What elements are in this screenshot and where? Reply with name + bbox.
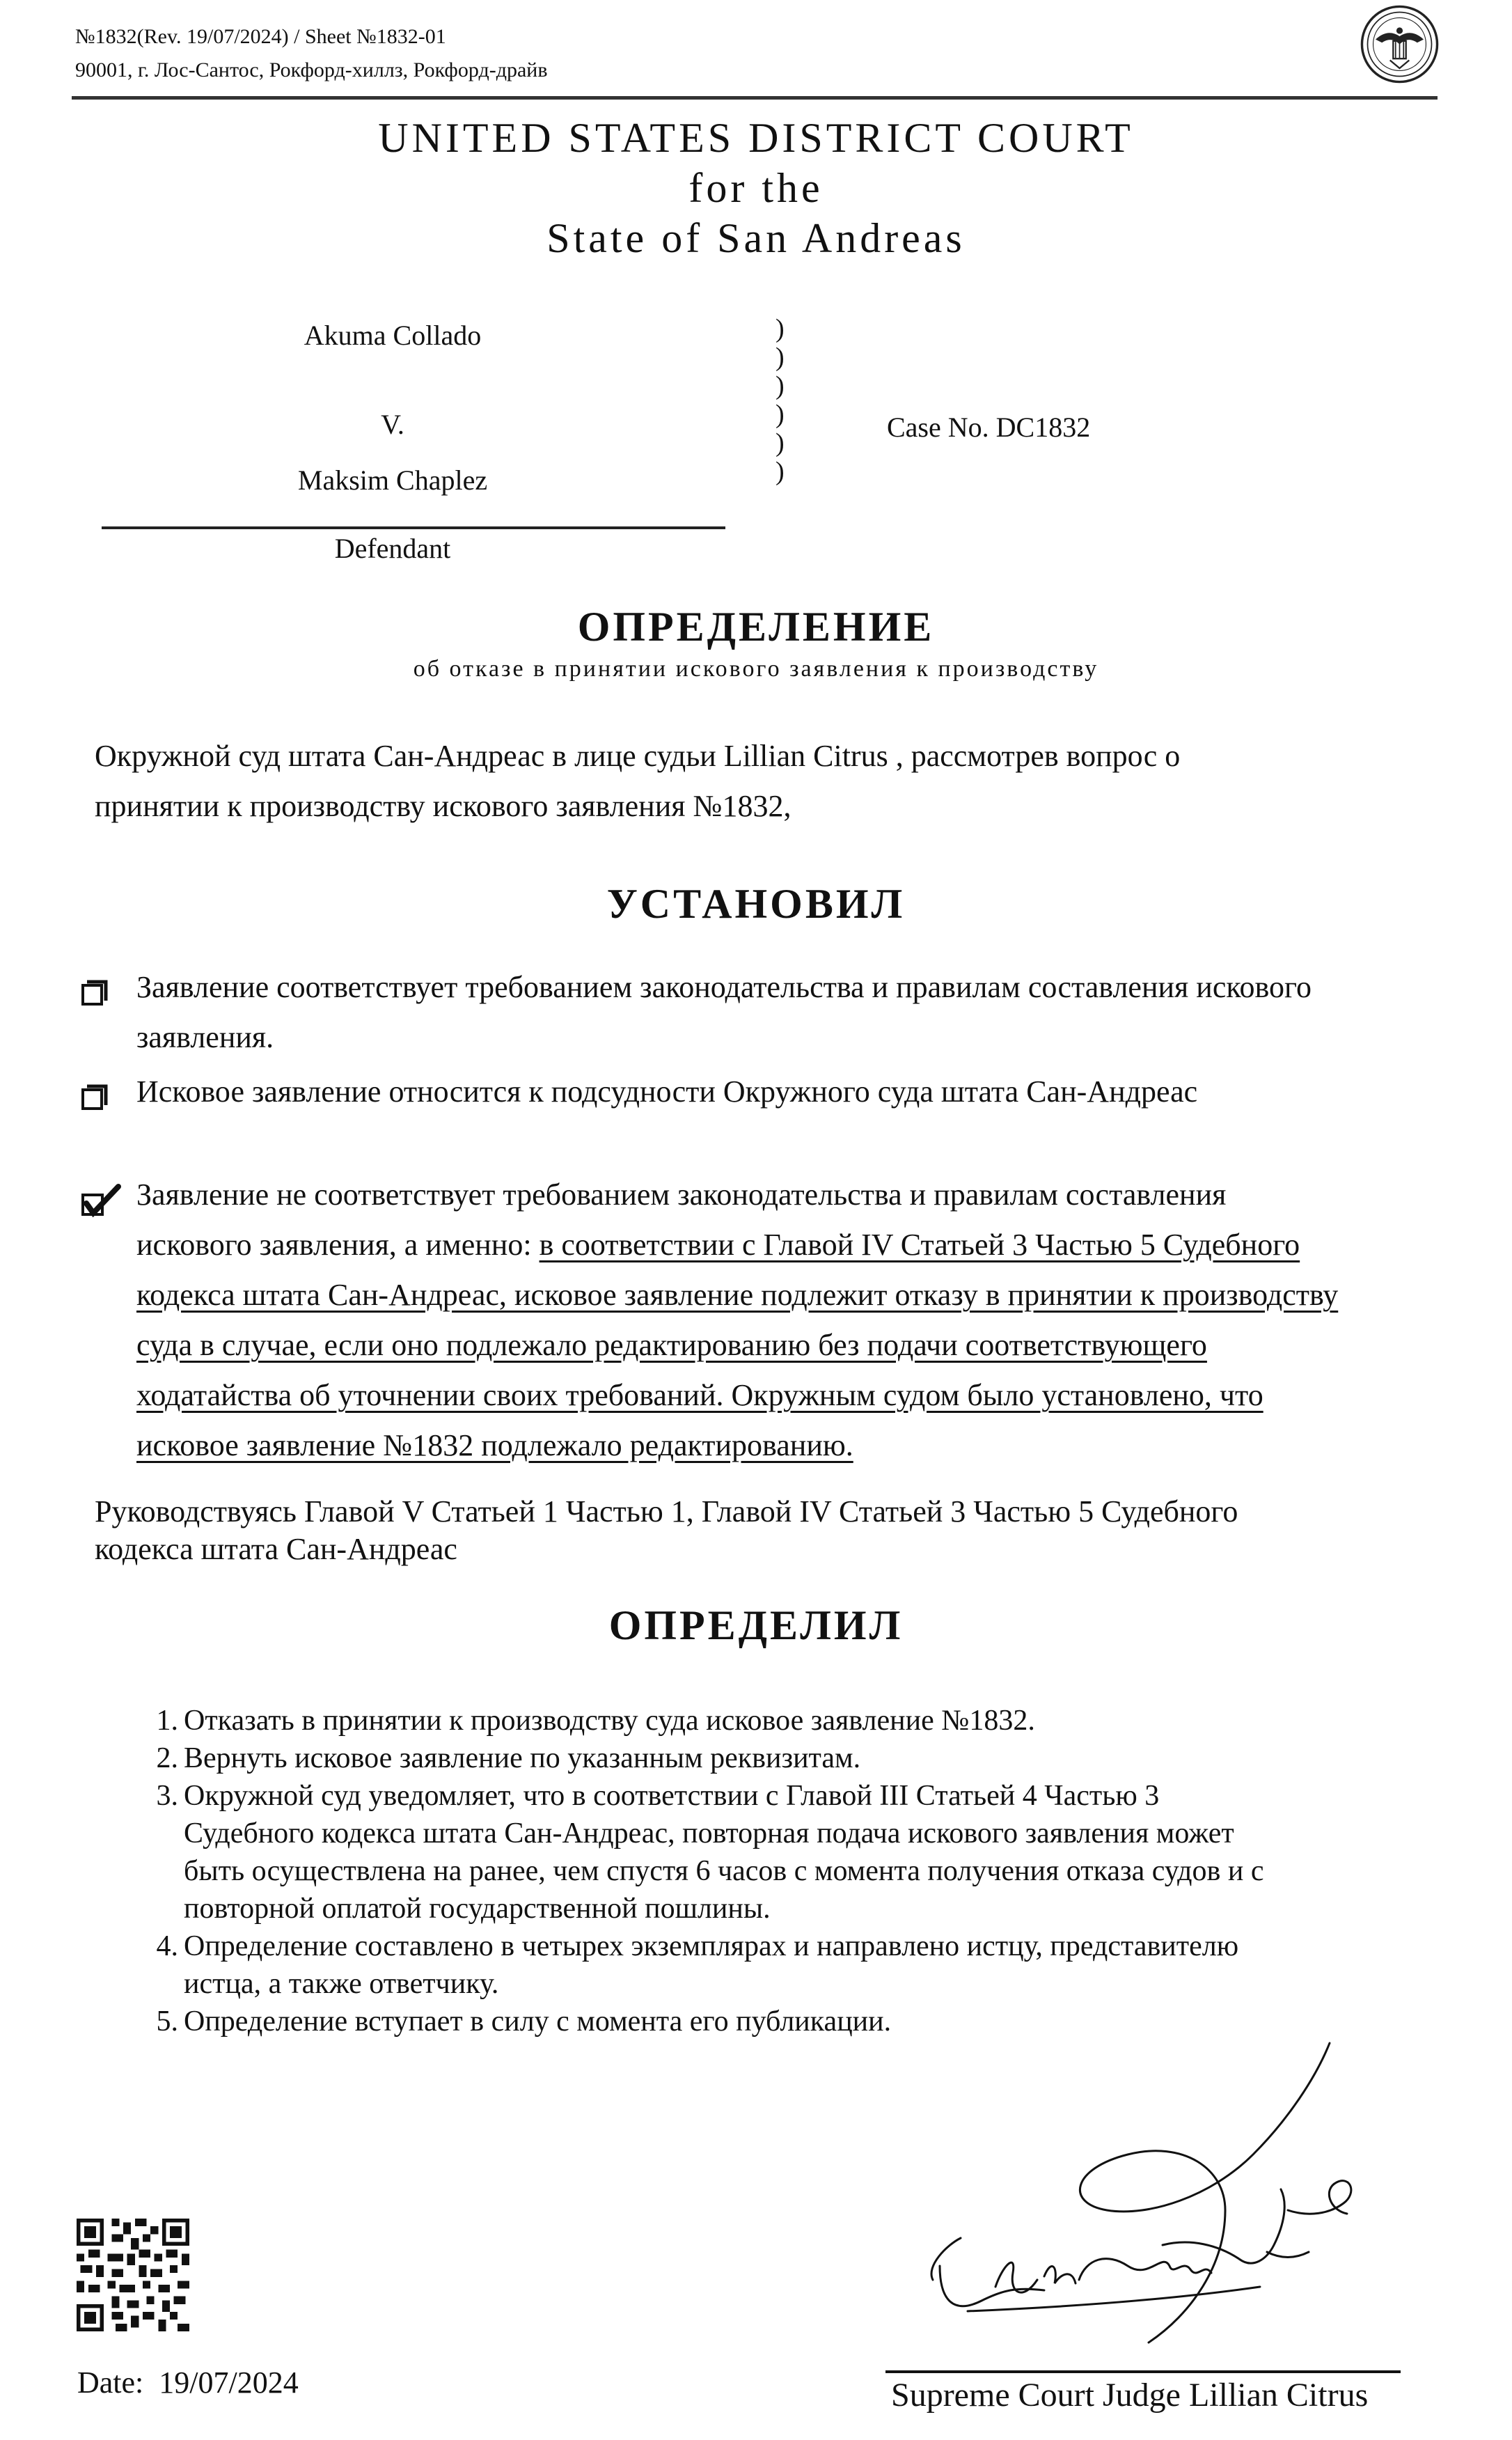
caption-parentheses: ) ) ) ) ) ) [775, 314, 785, 486]
grounds-text: в соответствии с Главой IV Статьей 3 Частью 5 Судебного [539, 1228, 1300, 1262]
document-subtitle: об отказе в принятии искового заявления к производству [413, 656, 1099, 682]
checkbox-unchecked-icon [81, 1084, 109, 1111]
court-seal-icon [1360, 4, 1440, 84]
court-state: State of San Andreas [546, 215, 966, 261]
established-heading: УСТАНОВИЛ [606, 881, 906, 927]
decided-heading: ОПРЕДЕЛИЛ [608, 1602, 904, 1648]
qr-code-icon [77, 2219, 189, 2331]
header-divider [72, 96, 1438, 100]
defendant-name: Maksim Chaplez [297, 464, 488, 496]
handwritten-signature [898, 2036, 1399, 2363]
document-reference: №1832(Rev. 19/07/2024) / Sheet №1832-01 [75, 25, 446, 48]
list-item: 3. Окружной суд уведомляет, что в соответствии с Главой III Статьей 4 Частью 3 Судебного кодекса штата Сан-Андреас, повторная подача искового заявления может быть осуществлена на ранее, чем спустя 6 часов с момента получения отказа судов и с повторной оплатой государственной пошлины. [156, 1780, 1264, 1925]
court-address: 90001, г. Лос-Сантос, Рокфорд-хиллз, Рокфорд-драйв [75, 58, 548, 81]
established-item-1: Заявление соответствует требованием законодательства и правилам составления искового заявления. [136, 970, 1312, 1054]
document-title: ОПРЕДЕЛЕНИЕ [577, 604, 935, 650]
case-number: Case No. DC1832 [887, 412, 1091, 443]
intro-paragraph: Окружной суд штата Сан-Андреас в лице судьи Lillian Citrus , рассмотрев вопрос о принятии к производству искового заявления №1832, [95, 739, 1181, 823]
defendant-label: Defendant [334, 533, 451, 564]
list-item: 2. Вернуть исковое заявление по указанным реквизитам. [156, 1742, 861, 1774]
versus: V. [381, 409, 404, 440]
checkbox-checked-icon [81, 1184, 123, 1219]
signature-line [885, 2370, 1401, 2373]
signer-name: Supreme Court Judge Lillian Citrus [891, 2377, 1369, 2414]
plaintiff-name: Akuma Collado [304, 320, 482, 351]
checkbox-unchecked-icon [81, 979, 109, 1007]
caption-rule [102, 526, 725, 529]
document-date: Date: 19/07/2024 [77, 2365, 299, 2400]
established-item-2: Исковое заявление относится к подсудности Окружного суда штата Сан-Андреас [136, 1074, 1198, 1109]
list-item: 4. Определение составлено в четырех экземплярах и направлено истцу, представителю истца, а также ответчику. [156, 1930, 1239, 2000]
established-item-3: Заявление не соответствует требованием законодательства и правилам составления искового заявления, а именно: в соответствии с Главой IV Статьей 3 Частью 5 Судебного кодекса штата Сан-Андреас, исковое заявление подлежит отказу в принятии к производству суда в случае, если оно подлежало редактированию без подачи соответствующего ходатайства об уточнении своих требований. Окружным судом было установлено, что исковое заявление №1832 подлежало редактированию. [136, 1178, 1339, 1462]
court-for-the: for the [688, 165, 824, 211]
list-item: 5. Определение вступает в силу с момента его публикации. [156, 2005, 892, 2038]
court-name: UNITED STATES DISTRICT COURT [378, 115, 1134, 161]
legal-basis: Руководствуясь Главой V Статьей 1 Частью 1, Главой IV Статьей 3 Частью 5 Судебного кодекса штата Сан-Андреас [95, 1494, 1238, 1566]
decision-list [0, 1702, 1451, 2040]
list-item: 1. Отказать в принятии к производству суда исковое заявление №1832. [156, 1705, 1035, 1737]
